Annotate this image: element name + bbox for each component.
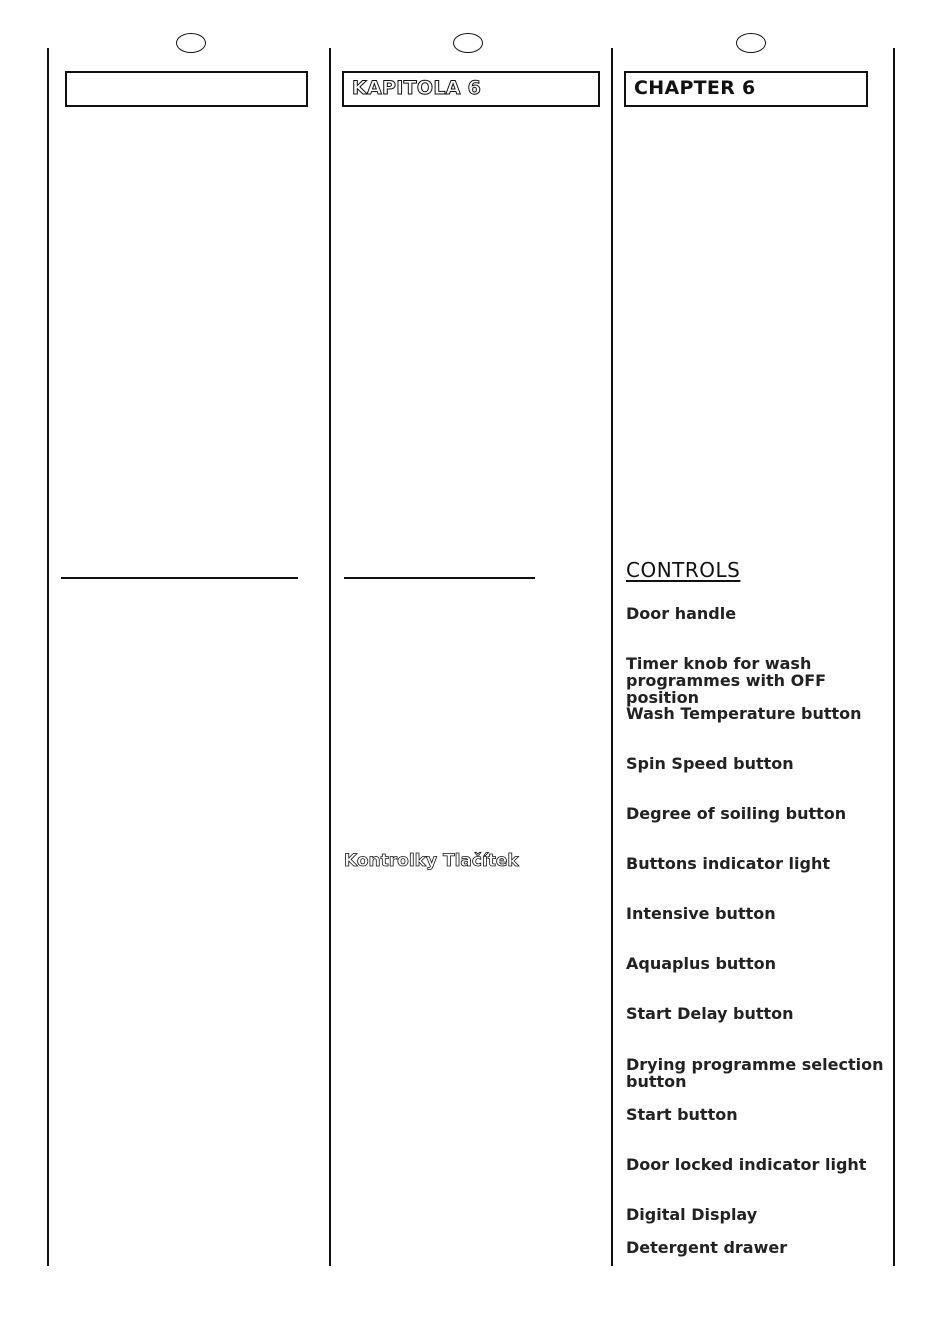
control-item: Door locked indicator light bbox=[626, 1155, 867, 1174]
chapter-box-right bbox=[624, 71, 868, 107]
language-marker-left bbox=[176, 33, 206, 53]
control-item: Wash Temperature button bbox=[626, 704, 862, 723]
language-marker-right bbox=[736, 33, 766, 53]
control-item: Degree of soiling button bbox=[626, 804, 847, 823]
column-divider-edge bbox=[893, 48, 895, 1266]
control-item: Drying programme selection button bbox=[626, 1055, 884, 1091]
control-item: Aquaplus button bbox=[626, 954, 776, 973]
column-divider-middle bbox=[329, 48, 331, 1266]
chapter-box-middle bbox=[342, 71, 600, 107]
buttons-indicator-label-cz: Kontrolky Tlačítek bbox=[344, 851, 519, 871]
control-item: Start Delay button bbox=[626, 1004, 794, 1023]
language-marker-middle bbox=[453, 33, 483, 53]
control-item: Start button bbox=[626, 1105, 738, 1124]
column-divider-left bbox=[47, 48, 49, 1266]
chapter-title-middle: KAPITOLA 6 bbox=[352, 77, 482, 99]
control-item: Intensive button bbox=[626, 904, 776, 923]
control-item: Detergent drawer bbox=[626, 1238, 788, 1257]
control-item: Buttons indicator light bbox=[626, 854, 831, 873]
section-title-controls: CONTROLS bbox=[626, 558, 741, 582]
control-item: Spin Speed button bbox=[626, 754, 794, 773]
chapter-box-left bbox=[65, 71, 308, 107]
column-divider-right bbox=[611, 48, 613, 1266]
section-rule-middle bbox=[344, 577, 535, 579]
chapter-title-right: CHAPTER 6 bbox=[634, 77, 756, 99]
control-item: Timer knob for wash programmes with OFF position bbox=[626, 654, 827, 707]
section-rule-left bbox=[61, 577, 298, 579]
control-item: Digital Display bbox=[626, 1205, 758, 1224]
control-item: Door handle bbox=[626, 604, 737, 623]
